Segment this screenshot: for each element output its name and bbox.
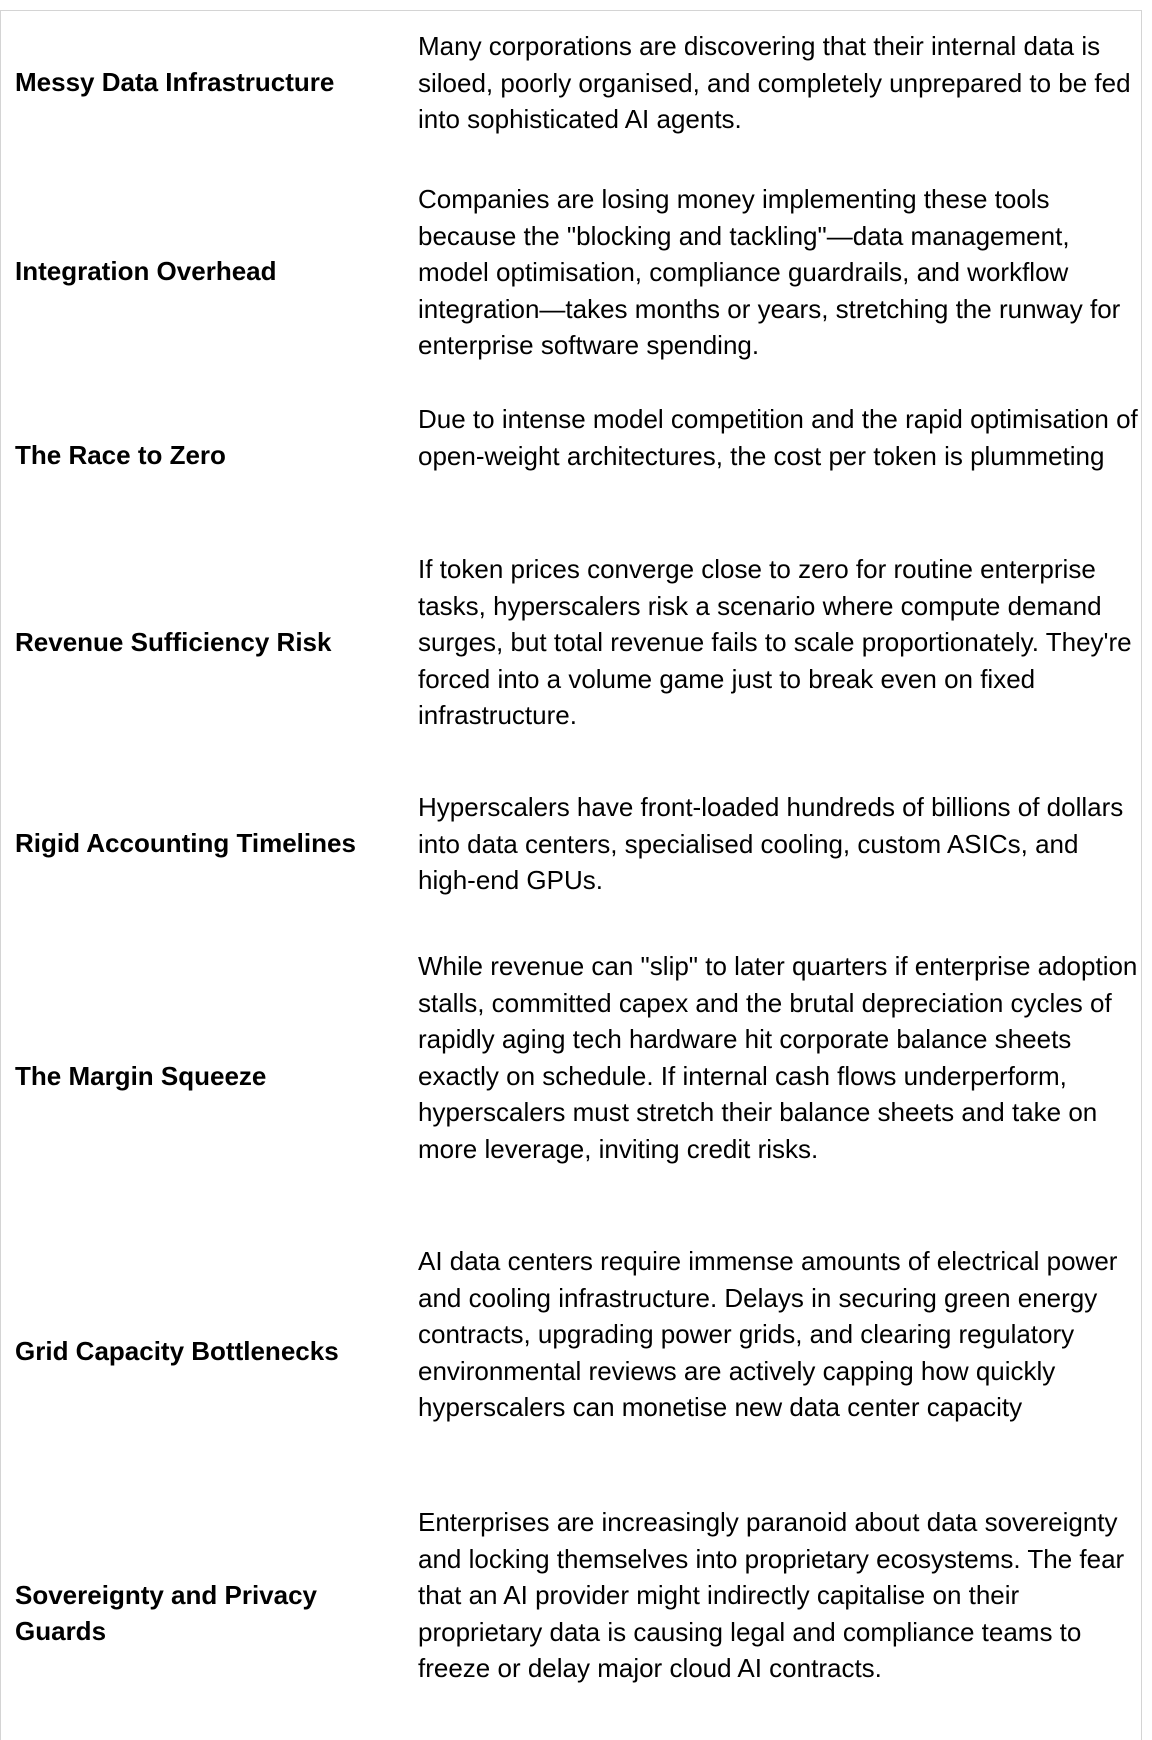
row-description: While revenue can "slip" to later quarters if enterprise adoption stalls, committed capex and the brutal depreciation cycles of rapidly aging tech hardware hit corporate balance sheets exactly on schedule. If internal cash flows underperform, hyperscalers must stretch their balance sheets and take on more leverage, inviting credit risks. — [418, 951, 1138, 1164]
row-label: Integration Overhead — [15, 256, 277, 286]
row-label: Messy Data Infrastructure — [15, 67, 335, 97]
row-description: If token prices converge close to zero for routine enterprise tasks, hyperscalers risk a scenario where compute demand surges, but total revenue fails to scale proportionately. They're forced into a volume game just to break even on fixed infrastructure. — [418, 554, 1132, 730]
row-description: AI data centers require immense amounts of electrical power and cooling infrastructure. Delays in securing green energy contracts, upgrading power grids, and clearing regulatory environmental reviews are actively capping how quickly hyperscalers can monetise new data center capacity — [418, 1246, 1118, 1422]
row-description: Many corporations are discovering that their internal data is siloed, poorly organised, and completely unprepared to be fed into sophisticated AI agents. — [418, 31, 1131, 134]
row-description: Companies are losing money implementing these tools because the "blocking and tackling"—data management, model optimisation, compliance guardrails, and workflow integration—takes months or years, stretching the runway for enterprise software spending. — [418, 184, 1121, 360]
row-label: Sovereignty and Privacy Guards — [15, 1580, 318, 1646]
row-label: The Race to Zero — [15, 440, 226, 470]
row-description: Enterprises are increasingly paranoid about data sovereignty and locking themselves into proprietary ecosystems. The fear that an AI provider might indirectly capitalise on their proprietary data is causing legal and compliance teams to freeze or delay major cloud AI contracts. — [418, 1507, 1125, 1683]
row-label: Grid Capacity Bottlenecks — [15, 1336, 339, 1366]
row-label: Revenue Sufficiency Risk — [15, 627, 332, 657]
row-description: Due to intense model competition and the rapid optimisation of open-weight architectures, the cost per token is plummeting — [418, 404, 1138, 471]
row-label: The Margin Squeeze — [15, 1061, 267, 1091]
row-description: Hyperscalers have front-loaded hundreds of billions of dollars into data centers, specialised cooling, custom ASICs, and high-end GPUs. — [418, 792, 1124, 895]
row-label: Rigid Accounting Timelines — [15, 828, 356, 858]
